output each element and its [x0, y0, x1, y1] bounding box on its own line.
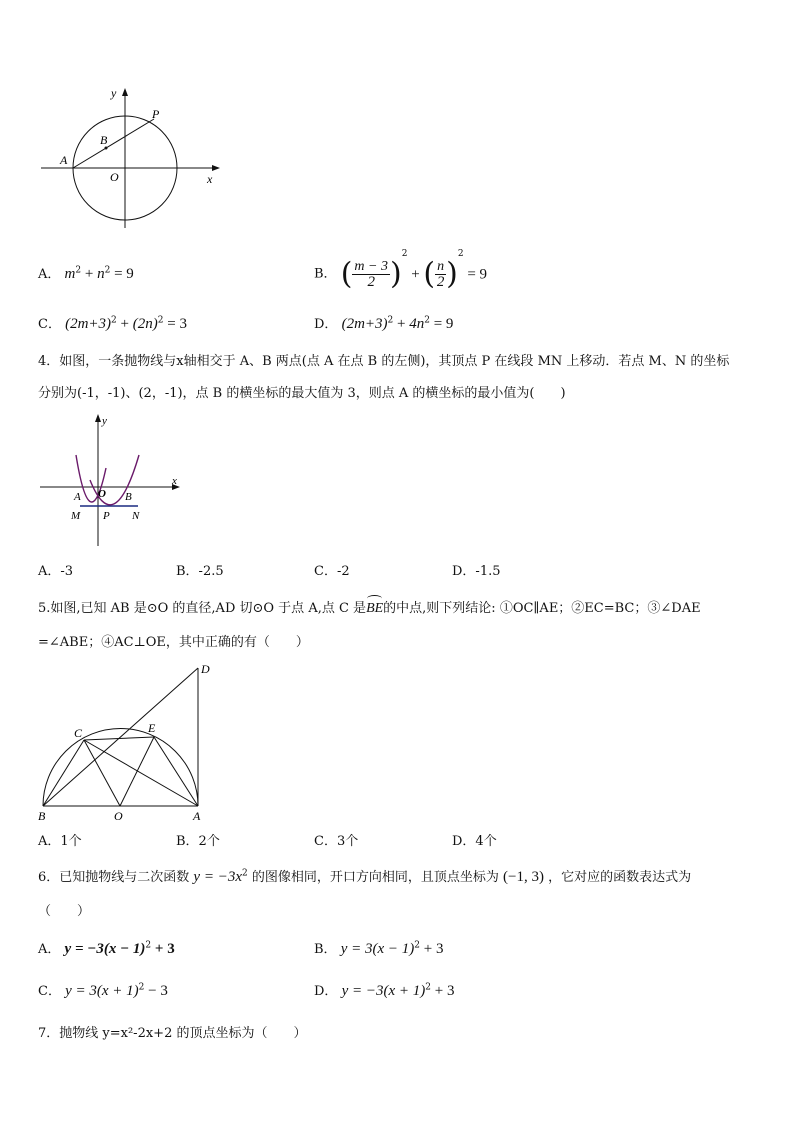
label-x: x: [172, 475, 177, 487]
figure-parabola: [36, 410, 196, 550]
label-P: P: [103, 510, 110, 522]
q4-option-b[interactable]: B．-2.5: [176, 564, 224, 579]
q6-option-b[interactable]: B． $y = 3(x - 1)^2 + 3$: [314, 940, 444, 957]
label-y: y: [111, 86, 117, 100]
segment-CA: [84, 740, 198, 806]
segment-EO: [120, 737, 154, 806]
q5-option-a[interactable]: A．1个: [38, 834, 82, 849]
q4-option-c[interactable]: C．-2: [314, 564, 350, 579]
y-axis-arrow: [122, 88, 128, 96]
x-axis-arrow: [212, 165, 220, 171]
arc-BE: BE: [366, 598, 383, 617]
label-A: A: [74, 491, 81, 503]
label-A: A: [60, 153, 68, 167]
label-B: B: [100, 133, 108, 147]
q6-stem-line1: 6．已知抛物线与二次函数 $y = -3x^2$ 的图像相同，开口方向相同，且顶点坐标为 (−1, 3) ，它对应的函数表达式为: [38, 868, 692, 885]
label-P: P: [152, 107, 160, 121]
q6-option-a[interactable]: A． $y = -3(x - 1)^2 + 3$: [38, 940, 175, 957]
q6-option-c[interactable]: C． $y = 3(x + 1)^2 - 3$: [38, 982, 168, 999]
y-axis-arrow: [95, 414, 101, 422]
arc-symbol: [367, 595, 382, 602]
q3-option-b[interactable]: B． ( $\frac{m - 3}{2}$ )$^2$ + ( $\frac{n}{2}$ )$^2$ = 9: [314, 249, 488, 292]
label-y: y: [102, 415, 107, 427]
q3-option-a[interactable]: A． $m^2 + n^2 = 9$: [38, 265, 134, 282]
q6-option-d[interactable]: D． $y = -3(x + 1)^2 + 3$: [314, 982, 455, 999]
segment-BD: [43, 668, 198, 806]
label-B: B: [125, 491, 132, 503]
label-D: D: [201, 662, 210, 676]
q5-option-b[interactable]: B．2个: [176, 834, 220, 849]
segment-CE: [84, 737, 154, 740]
q3-option-c[interactable]: C． $(2m+3)^2 + (2n)^2 = 3$: [38, 315, 187, 332]
q4-stem-line2: 分别为(-1，-1)、(2，-1)，点 B 的横坐标的最大值为 3，则点 A 的横坐标的最小值为( ): [38, 386, 566, 401]
label-N: N: [132, 510, 140, 522]
label-M: M: [71, 510, 81, 522]
label-A: A: [193, 809, 201, 823]
segment-AP: [73, 119, 154, 168]
label-x: x: [207, 172, 213, 186]
q7-stem: 7．抛物线 y=x²-2x+2 的顶点坐标为（ ）: [38, 1026, 307, 1041]
q5-option-d[interactable]: D．4个: [452, 834, 497, 849]
figure-semicircle: [34, 660, 224, 825]
q5-stem-line2: =∠ABE；④AC⊥OE，其中正确的有（ ）: [38, 635, 309, 650]
q6-stem-line2: （ ）: [38, 904, 91, 919]
figure-circle-coordinate: [36, 80, 236, 240]
q3-option-d[interactable]: D． $(2m+3)^2 + 4n^2 = 9$: [314, 315, 454, 332]
q4-stem-line1: 4．如图，一条抛物线与x轴相交于 A、B 两点(点 A 在点 B 的左侧)，其顶点 P 在线段 MN 上移动．若点 M、N 的坐标: [38, 354, 730, 369]
label-E: E: [148, 721, 156, 735]
label-B: B: [38, 809, 46, 823]
label-O: O: [98, 488, 106, 500]
segment-EA: [154, 737, 198, 806]
q5-option-c[interactable]: C．3个: [314, 834, 359, 849]
q4-option-a[interactable]: A．-3: [38, 564, 74, 579]
segment-CB: [43, 740, 84, 806]
label-O: O: [110, 170, 119, 184]
label-C: C: [74, 726, 83, 740]
q5-stem-line1: 5.如图,已知 AB 是⊙O 的直径,AD 切⊙O 于点 A,点 C 是 BE的中点,则下列结论: ①OC∥AE；②EC=BC；③∠DAE: [38, 598, 701, 617]
label-O: O: [114, 809, 123, 823]
q4-option-d[interactable]: D．-1.5: [452, 564, 501, 579]
semicircle-arc: [43, 729, 198, 806]
